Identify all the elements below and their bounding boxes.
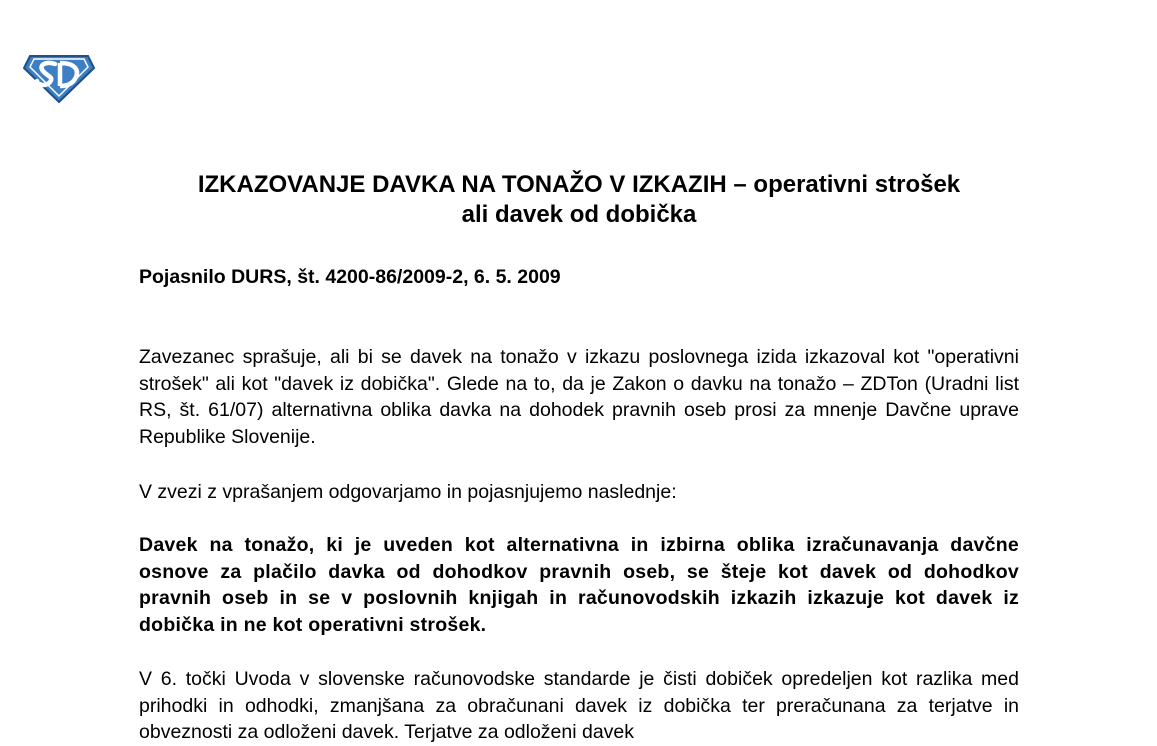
paragraph-question: Zavezanec sprašuje, ali bi se davek na tonažo v izkazu poslovnega izida izkazoval kot "operativni strošek" ali kot "davek iz dobička". Glede na to, da je Zakon o davku na tonažo – ZDTon (Uradni list RS, št. 61/07) alternativna oblika davka na dohodek pravnih oseb prosi za mnenje Davčne uprave Republike Slovenije. bbox=[139, 346, 1019, 449]
sd-logo-icon bbox=[22, 50, 96, 104]
document-title-line-1: IZKAZOVANJE DAVKA NA TONAŽO V IZKAZIH – operativni strošek bbox=[197, 171, 961, 198]
document-reference: Pojasnilo DURS, št. 4200-86/2009-2, 6. 5. 2009 bbox=[139, 266, 561, 288]
document-title bbox=[100, 170, 1058, 230]
document-title-line-2: ali davek od dobička bbox=[461, 201, 697, 228]
paragraph-explanation: V 6. točki Uvoda v slovenske računovodske standarde je čisti dobiček opredeljen kot razlika med prihodki in odhodki, zmanjšana za obračunani davek iz dobička ter preračunana za terjatve in obveznosti za odloženi davek. Terjatve za odloženi davek bbox=[139, 668, 1019, 744]
paragraph-answer-intro: V zvezi z vprašanjem odgovarjamo in pojasnjujemo naslednje: bbox=[139, 481, 677, 503]
paragraph-answer-bold: Davek na tonažo, ki je uveden kot alternativna in izbirna oblika izračunavanja davčne osnove za plačilo davka od dohodkov pravnih oseb, se šteje kot davek od dohodkov pravnih oseb in se v poslovnih knjigah in računovodskih izkazih izkazuje kot davek iz dobička in ne kot operativni strošek. bbox=[139, 534, 1019, 637]
